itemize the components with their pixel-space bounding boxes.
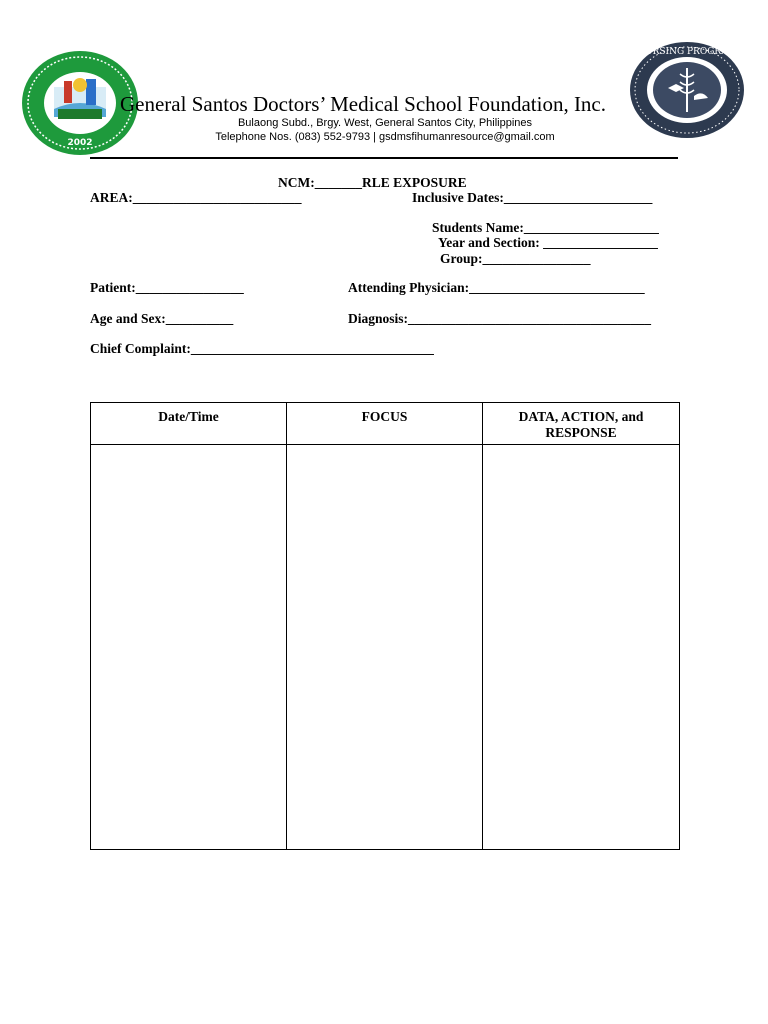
area-field[interactable]: AREA:_________________________ bbox=[90, 190, 302, 205]
school-address: Bulaong Subd., Brgy. West, General Santos City, Philippines bbox=[237, 117, 533, 129]
chief-complaint-field[interactable]: Chief Complaint:____________________________________ bbox=[90, 341, 434, 356]
focus-column-header: FOCUS bbox=[287, 403, 483, 445]
inclusive-dates-field[interactable]: Inclusive Dates:______________________ bbox=[412, 190, 653, 205]
date-time-column-header: Date/Time bbox=[91, 403, 287, 445]
year-section-field[interactable]: Year and Section: _________________ bbox=[438, 235, 658, 250]
patient-field[interactable]: Patient:________________ bbox=[90, 280, 244, 295]
svg-text:NURSING PROGRAM: NURSING PROGRAM bbox=[637, 47, 737, 57]
table-header-row bbox=[91, 403, 680, 445]
ncm-field[interactable]: NCM:_______RLE EXPOSURE bbox=[278, 175, 467, 190]
nurses-notes-table bbox=[90, 402, 680, 850]
diagnosis-field[interactable]: Diagnosis:____________________________________ bbox=[348, 311, 652, 326]
attending-physician-field[interactable]: Attending Physician:__________________________ bbox=[348, 280, 645, 295]
svg-text:2002: 2002 bbox=[67, 138, 93, 148]
school-name: General Santos Doctors’ Medical School Foundation, Inc. bbox=[120, 92, 607, 116]
date-time-cell[interactable] bbox=[91, 445, 287, 850]
dar-column-header: DATA, ACTION, and RESPONSE bbox=[483, 403, 680, 445]
header-divider bbox=[90, 157, 678, 159]
school-telephone: Telephone Nos. (083) 552-9793 | gsdmsfihumanresource@gmail.com bbox=[215, 131, 555, 143]
age-sex-field[interactable]: Age and Sex:__________ bbox=[90, 311, 234, 326]
group-field[interactable]: Group:________________ bbox=[440, 251, 591, 266]
dar-cell[interactable] bbox=[483, 445, 680, 850]
table-body-row bbox=[91, 445, 680, 850]
nursing-program-seal-logo bbox=[628, 40, 746, 140]
focus-cell[interactable] bbox=[287, 445, 483, 850]
students-name-field[interactable]: Students Name:____________________ bbox=[432, 220, 659, 235]
